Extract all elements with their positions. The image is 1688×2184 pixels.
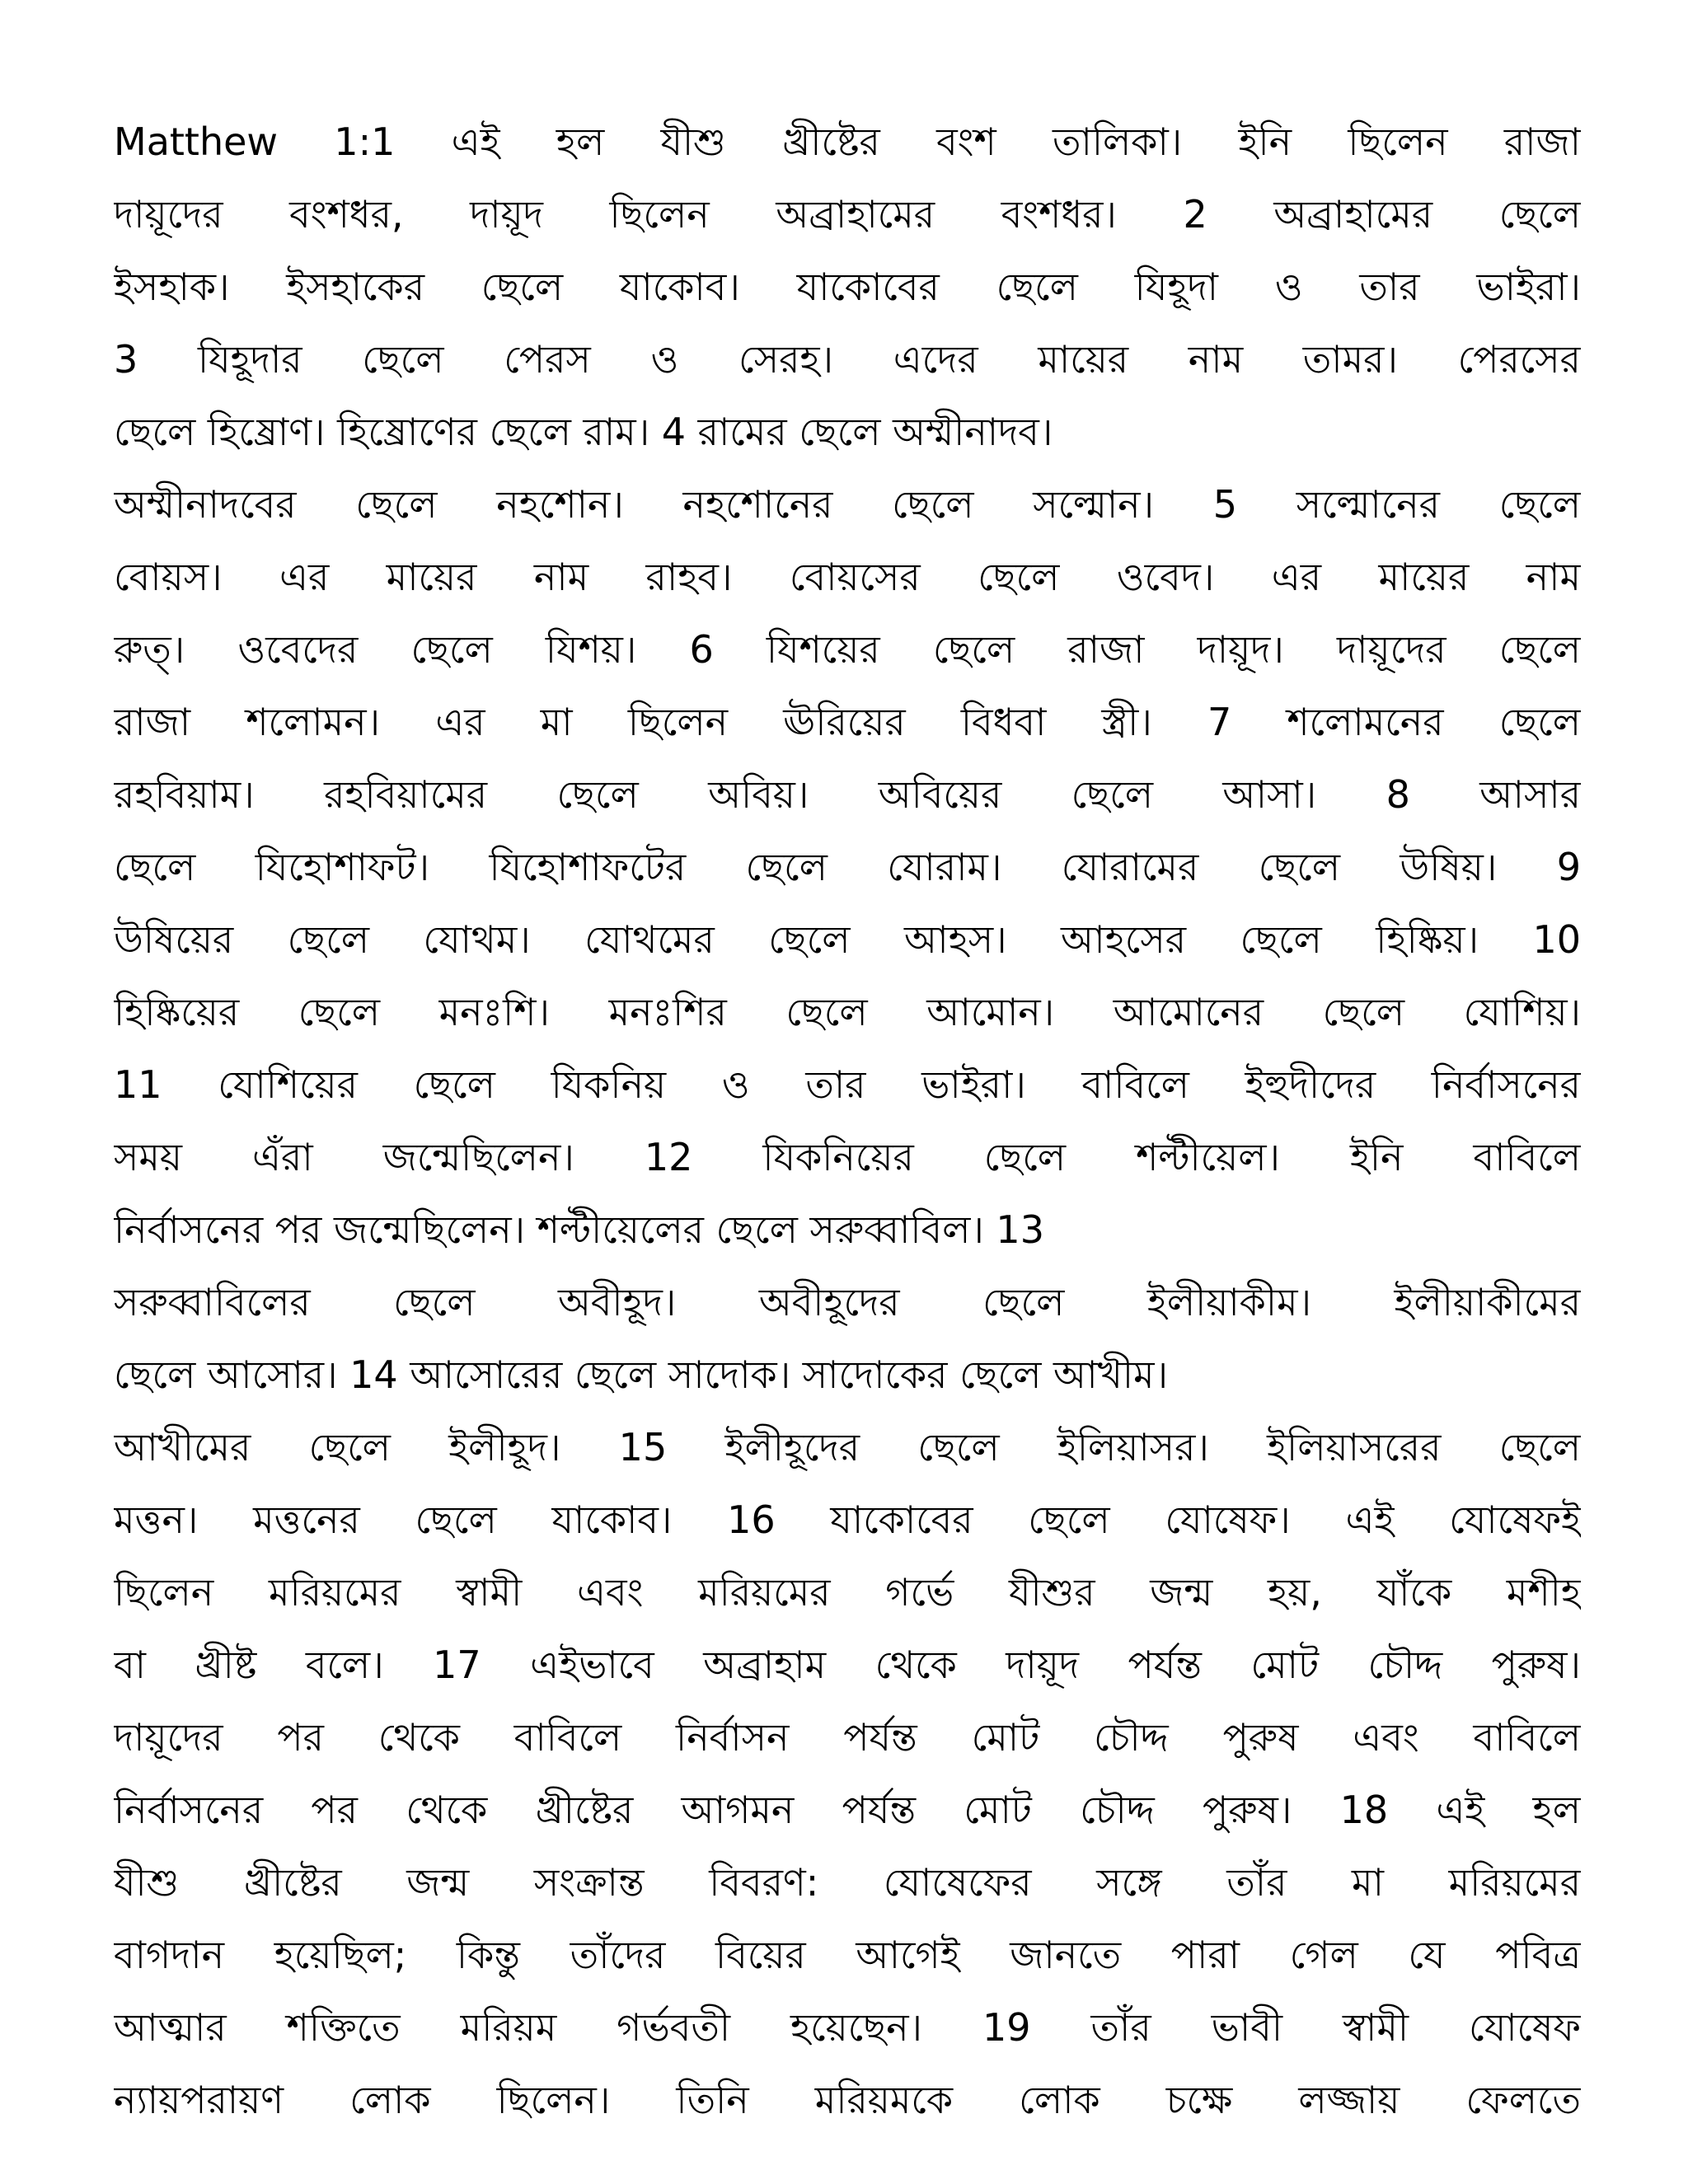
text-line-7: বোয়স। এর মায়ের নাম রাহব। বোয়সের ছেলে ওবেদ। এর মায়ের নাম xyxy=(114,555,1581,599)
text-line-6: অম্মীনাদবের ছেলে নহশোন। নহশোনের ছেলে সল্মোন। 5 সল্মোনের ছেলে xyxy=(114,482,1581,527)
text-line-19: আখীমের ছেলে ইলীহূদ। 15 ইলীহূদের ছেলে ইলিয়াসর। ইলিয়াসরের ছেলে xyxy=(114,1425,1581,1469)
text-line-9: রাজা শলোমন। এর মা ছিলেন ঊরিয়ের বিধবা স্ত্রী। 7 শলোমনের ছেলে xyxy=(114,700,1581,744)
text-line-25: যীশু খ্রীষ্টের জন্ম সংক্রান্ত বিবরণ: যোষেফের সঙ্গে তাঁর মা মরিয়মের xyxy=(114,1860,1581,1905)
text-line-28: ন্যায়পরায়ণ লোক ছিলেন। তিনি মরিয়মকে লোক চক্ষে লজ্জায় ফেলতে xyxy=(114,2078,1581,2122)
text-line-26: বাগদান হয়েছিল; কিন্তু তাঁদের বিয়ের আগেই জানতে পারা গেল যে পবিত্র xyxy=(114,1933,1581,1977)
text-line-11: ছেলে যিহোশাফট। যিহোশাফটের ছেলে যোরাম। যোরামের ছেলে উষিয়। 9 xyxy=(114,845,1581,889)
text-line-24: নির্বাসনের পর থেকে খ্রীষ্টের আগমন পর্যন্ত মোট চৌদ্দ পুরুষ। 18 এই হল xyxy=(114,1788,1581,1832)
text-line-20: মত্তন। মত্তনের ছেলে যাকোব। 16 যাকোবের ছেলে যোষেফ। এই যোষেফই xyxy=(114,1497,1581,1542)
text-line-10: রহবিয়াম। রহবিয়ামের ছেলে অবিয়। অবিয়ের ছেলে আসা। 8 আসার xyxy=(114,772,1581,817)
text-line-14: 11 যোশিয়ের ছেলে যিকনিয় ও তার ভাইরা। বাবিলে ইহুদীদের নির্বাসনের xyxy=(114,1062,1581,1107)
text-line-15: সময় এঁরা জন্মেছিলেন। 12 যিকনিয়ের ছেলে শল্টীয়েল। ইনি বাবিলে xyxy=(114,1135,1581,1179)
text-line-3: ইসহাক। ইসহাকের ছেলে যাকোব। যাকোবের ছেলে যিহূদা ও তার ভাইরা। xyxy=(114,265,1581,309)
text-line-22: বা খ্রীষ্ট বলে। 17 এইভাবে অব্রাহাম থেকে দায়ূদ পর্যন্ত মোট চৌদ্দ পুরুষ। xyxy=(114,1643,1581,1687)
text-line-17: সরুব্বাবিলের ছেলে অবীহূদ। অবীহূদের ছেলে ইলীয়াকীম। ইলীয়াকীমের xyxy=(114,1280,1581,1324)
text-line-16: নির্বাসনের পর জন্মেছিলেন। শল্টীয়েলের ছেলে সরুব্বাবিল। 13 xyxy=(114,1207,1044,1252)
text-line-8: রুত্। ওবেদের ছেলে যিশয়। 6 যিশয়ের ছেলে রাজা দায়ূদ। দায়ূদের ছেলে xyxy=(114,627,1581,672)
document-page xyxy=(114,109,1581,2153)
text-line-12: উষিয়ের ছেলে যোথম। যোথমের ছেলে আহস। আহসের ছেলে হিষ্কিয়। 10 xyxy=(114,917,1581,962)
text-line-1: Matthew 1:1 এই হল যীশু খ্রীষ্টের বংশ তালিকা। ইনি ছিলেন রাজা xyxy=(114,120,1581,164)
text-line-21: ছিলেন মরিয়মের স্বামী এবং মরিয়মের গর্ভে যীশুর জন্ম হয়, যাঁকে মশীহ xyxy=(114,1570,1581,1615)
text-line-5: ছেলে হিষ্রোণ। হিষ্রোণের ছেলে রাম। 4 রামের ছেলে অম্মীনাদব। xyxy=(114,410,1053,454)
text-line-23: দায়ূদের পর থেকে বাবিলে নির্বাসন পর্যন্ত মোট চৌদ্দ পুরুষ এবং বাবিলে xyxy=(114,1715,1581,1760)
text-line-4: 3 যিহূদার ছেলে পেরস ও সেরহ। এদের মায়ের নাম তামর। পেরসের xyxy=(114,337,1581,382)
text-line-18: ছেলে আসোর। 14 আসোরের ছেলে সাদোক। সাদোকের ছেলে আখীম। xyxy=(114,1352,1169,1397)
text-line-2: দায়ূদের বংশধর, দায়ূদ ছিলেন অব্রাহামের বংশধর। 2 অব্রাহামের ছেলে xyxy=(114,192,1581,237)
text-line-27: আত্মার শক্তিতে মরিয়ম গর্ভবতী হয়েছেন। 19 তাঁর ভাবী স্বামী যোষেফ xyxy=(114,2005,1581,2050)
text-line-13: হিষ্কিয়ের ছেলে মনঃশি। মনঃশির ছেলে আমোন। আমোনের ছেলে যোশিয়। xyxy=(114,990,1581,1034)
